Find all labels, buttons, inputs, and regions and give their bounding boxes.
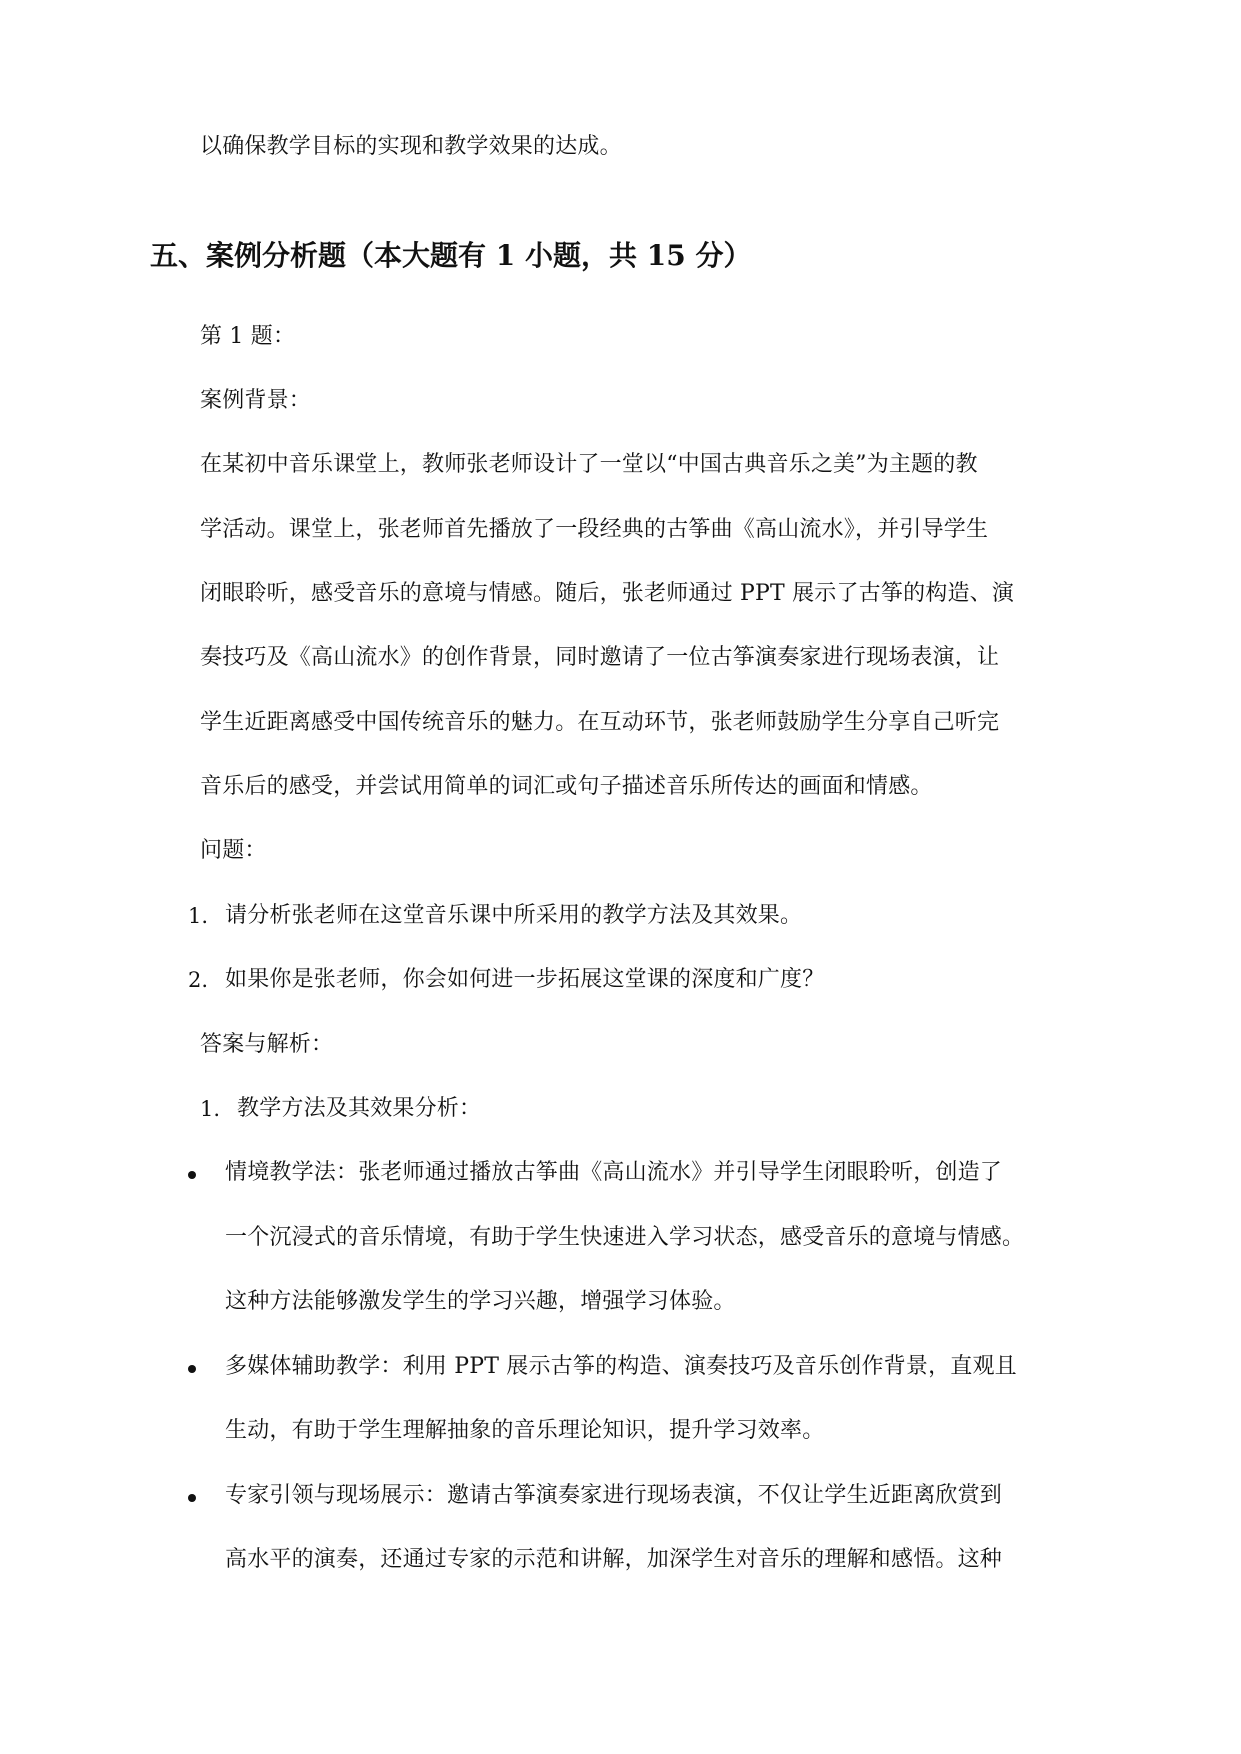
- background-label: 案例背景：: [200, 388, 312, 413]
- bullet-line: 多媒体辅助教学：利用 PPT 展示古筝的构造、演奏技巧及音乐创作背景，直观且: [225, 1354, 1017, 1379]
- background-line: 学生近距离感受中国传统音乐的魅力。在互动环节，张老师鼓励学生分享自己听完: [200, 710, 1000, 735]
- bullet-line: 生动，有助于学生理解抽象的音乐理论知识，提升学习效率。: [225, 1418, 825, 1443]
- answer-sub-text: 教学方法及其效果分析：: [237, 1096, 482, 1121]
- question-label: 第 1 题：: [200, 324, 296, 349]
- bullet-dot: [188, 1171, 196, 1179]
- question-text: 请分析张老师在这堂音乐课中所采用的教学方法及其效果。: [225, 903, 803, 928]
- bullet-line: 情境教学法：张老师通过播放古筝曲《高山流水》并引导学生闭眼聆听，创造了: [225, 1160, 1003, 1185]
- bullet-line: 专家引领与现场展示：邀请古筝演奏家进行现场表演，不仅让学生近距离欣赏到: [225, 1483, 1003, 1508]
- question-text: 如果你是张老师，你会如何进一步拓展这堂课的深度和广度？: [225, 967, 825, 992]
- background-line: 音乐后的感受，并尝试用简单的词汇或句子描述音乐所传达的画面和情感。: [200, 774, 933, 799]
- answer-sub-number: 1.: [200, 1097, 221, 1121]
- bullet-line: 一个沉浸式的音乐情境，有助于学生快速进入学习状态，感受音乐的意境与情感。: [225, 1225, 1025, 1250]
- background-line: 闭眼聆听，感受音乐的意境与情感。随后，张老师通过 PPT 展示了古筝的构造、演: [200, 581, 1015, 606]
- bullet-dot: [188, 1494, 196, 1502]
- background-line: 学活动。课堂上，张老师首先播放了一段经典的古筝曲《高山流水》，并引导学生: [200, 517, 989, 542]
- answer-label: 答案与解析：: [200, 1032, 334, 1057]
- background-line: 在某初中音乐课堂上，教师张老师设计了一堂以“中国古典音乐之美”为主题的教: [200, 452, 978, 477]
- question-number: 2.: [188, 968, 209, 992]
- question-number: 1.: [188, 904, 209, 928]
- bullet-line: 这种方法能够激发学生的学习兴趣，增强学习体验。: [225, 1289, 736, 1314]
- background-line: 奏技巧及《高山流水》的创作背景，同时邀请了一位古筝演奏家进行现场表演，让: [200, 645, 1000, 670]
- bullet-dot: [188, 1365, 196, 1373]
- questions-label: 问题：: [200, 838, 267, 863]
- intro-tail-text: 以确保教学目标的实现和教学效果的达成。: [200, 134, 622, 159]
- bullet-line: 高水平的演奏，还通过专家的示范和讲解，加深学生对音乐的理解和感悟。这种: [225, 1547, 1003, 1572]
- section-heading: 五、案例分析题（本大题有 1 小题，共 15 分）: [150, 239, 752, 272]
